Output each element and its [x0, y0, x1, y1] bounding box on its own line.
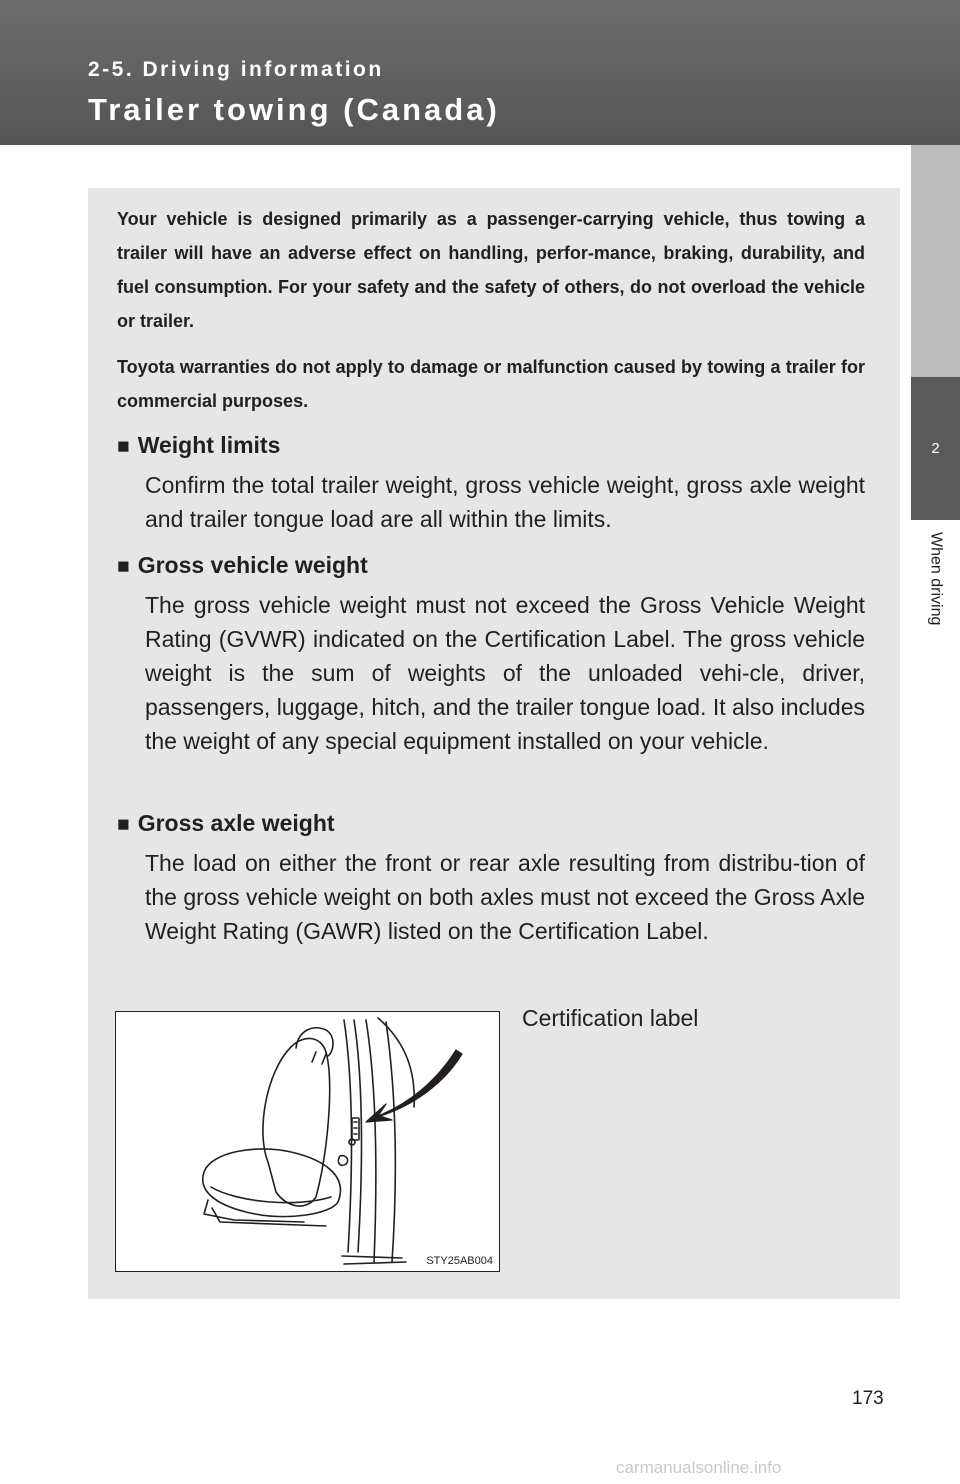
intro-paragraph: Your vehicle is designed primarily as a passenger-carrying vehicle, thus towing a trailer will have an adverse effect on handling, perfor-mance, braking, durability, and fuel consumption. For your safety and the safety of others, do not overload the vehicle or trailer.: [117, 209, 865, 331]
square-bullet-icon: ■: [117, 555, 130, 578]
heading-gross-axle-weight: ■ Gross axle weight: [117, 810, 335, 836]
chapter-tab-text: When driving: [927, 532, 945, 626]
certification-label-illustration: [115, 1011, 500, 1272]
chapter-tab-number[interactable]: 2: [911, 377, 960, 520]
warranty-note: Toyota warranties do not apply to damage or malfunction caused by towing a trailer for commercial purposes.: [117, 357, 865, 411]
gross-axle-weight-text: The load on either the front or rear axle resulting from distribu-tion of the gross vehicle weight on both axles must not exceed the Gross Axle Weight Rating (GAWR) listed on the Certification Label.: [145, 850, 865, 944]
chapter-tab-label: [911, 520, 960, 720]
weight-limits-text: Confirm the total trailer weight, gross vehicle weight, gross axle weight and trailer tongue load are all within the limits.: [145, 472, 865, 532]
figure-caption: Certification label: [522, 1005, 699, 1031]
heading-gross-vehicle-weight: ■ Gross vehicle weight: [117, 552, 368, 578]
square-bullet-icon: ■: [117, 435, 130, 458]
page-number: 173: [852, 1388, 884, 1409]
heading-weight-limits: ■ Weight limits: [117, 432, 281, 458]
page-title: Trailer towing (Canada): [88, 92, 500, 127]
seat-door-drawing: [116, 1012, 499, 1271]
chapter-tab-top: [911, 145, 960, 377]
page-header: [0, 0, 960, 145]
watermark: carmanualsonline.info: [616, 1458, 782, 1477]
gross-vehicle-weight-text: The gross vehicle weight must not exceed the Gross Vehicle Weight Rating (GVWR) indicated on the Certification Label. The gross vehicle weight is the sum of weights of the unloaded vehi-cle, driver, passengers, luggage, hitch, and the trailer tongue load. It also includes the weight of any special equipment installed on your vehicle.: [145, 592, 865, 754]
square-bullet-icon: ■: [117, 813, 130, 836]
figure-code: STY25AB004: [426, 1255, 493, 1267]
section-label: 2-5. Driving information: [88, 58, 384, 81]
